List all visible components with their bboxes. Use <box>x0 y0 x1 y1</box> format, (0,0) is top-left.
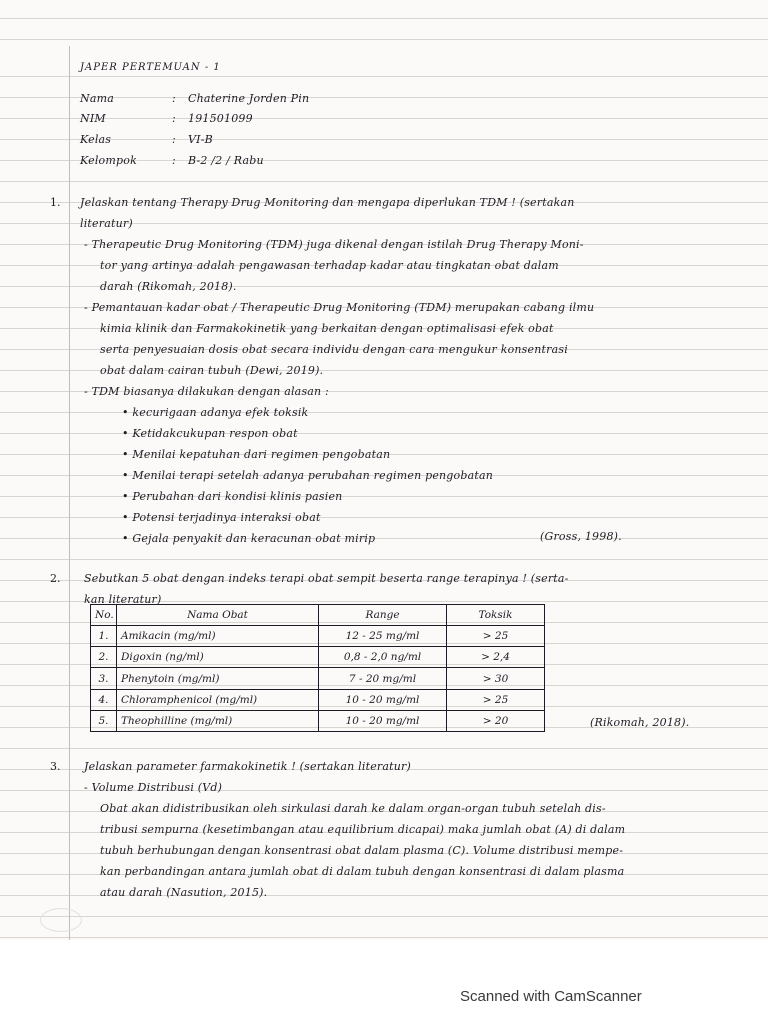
reason-item: • Perubahan dari kondisi klinis pasien <box>122 490 343 503</box>
table-cell: 10 - 20 mg/ml <box>319 689 447 710</box>
reason-item: • Menilai kepatuhan dari regimen pengobatan <box>122 448 391 461</box>
table-cell: 12 - 25 mg/ml <box>319 626 447 647</box>
question-number-2: 2. <box>50 572 61 585</box>
table-cell: Phenytoin (mg/ml) <box>117 668 319 689</box>
table-cell: > 30 <box>447 668 545 689</box>
table-row <box>91 647 545 668</box>
table-cell: > 2,4 <box>447 647 545 668</box>
table-cell: Chloramphenicol (mg/ml) <box>117 689 319 710</box>
table-row <box>91 626 545 647</box>
identity-value-nim: 191501099 <box>188 112 253 125</box>
question-number-3: 3. <box>50 760 61 773</box>
identity-colon: : <box>172 154 176 167</box>
question-1-line-2: literatur) <box>80 217 133 230</box>
identity-label-nama: Nama <box>80 92 114 105</box>
therapeutic-range-table <box>90 604 545 732</box>
answer-1a-line-1: - Therapeutic Drug Monitoring (TDM) juga dikenal dengan istilah Drug Therapy Moni- <box>84 238 584 251</box>
table-header: No. <box>91 605 117 626</box>
answer-3-line-2: tribusi sempurna (kesetimbangan atau equilibrium dicapai) maka jumlah obat (A) di dalam <box>100 823 626 836</box>
page-title: JAPER PERTEMUAN - 1 <box>80 62 221 73</box>
answer-1b-line-1: - Pemantauan kadar obat / Therapeutic Drug Monitoring (TDM) merupakan cabang ilmu <box>84 301 595 314</box>
answer-3-line-5: atau darah (Nasution, 2015). <box>100 886 268 899</box>
citation-2: (Rikomah, 2018). <box>590 716 690 729</box>
table-header: Range <box>319 605 447 626</box>
reason-item: • Gejala penyakit dan keracunan obat mirip <box>122 532 376 545</box>
identity-label-kelompok: Kelompok <box>80 154 137 167</box>
table-cell: 10 - 20 mg/ml <box>319 710 447 731</box>
table-cell: Amikacin (mg/ml) <box>117 626 319 647</box>
answer-3-line-4: kan perbandingan antara jumlah obat di dalam tubuh dengan konsentrasi di dalam plasma <box>100 865 625 878</box>
table-cell: 5. <box>91 710 117 731</box>
paper-brand-stamp <box>40 908 82 932</box>
identity-value-nama: Chaterine Jorden Pin <box>188 92 310 105</box>
answer-3-line-1: Obat akan didistribusikan oleh sirkulasi darah ke dalam organ-organ tubuh setelah dis- <box>100 802 606 815</box>
table-cell: 2. <box>91 647 117 668</box>
citation-1: (Gross, 1998). <box>540 530 622 543</box>
answer-1b-line-4: obat dalam cairan tubuh (Dewi, 2019). <box>100 364 324 377</box>
identity-colon: : <box>172 112 176 125</box>
answer-1a-line-2: tor yang artinya adalah pengawasan terhadap kadar atau tingkatan obat dalam <box>100 259 559 272</box>
question-3-line: Jelaskan parameter farmakokinetik ! (sertakan literatur) <box>84 760 411 773</box>
table-cell: > 25 <box>447 689 545 710</box>
answer-3-line-3: tubuh berhubungan dengan konsentrasi obat dalam plasma (C). Volume distribusi mempe- <box>100 844 624 857</box>
table-cell: > 25 <box>447 626 545 647</box>
question-2-line-2: kan literatur) <box>84 593 162 606</box>
table-cell: 1. <box>91 626 117 647</box>
answer-3-subheading: - Volume Distribusi (Vd) <box>84 781 223 794</box>
table-cell: 3. <box>91 668 117 689</box>
camscanner-watermark: Scanned with CamScanner <box>460 988 642 1005</box>
answer-1b-line-2: kimia klinik dan Farmakokinetik yang berkaitan dengan optimalisasi efek obat <box>100 322 554 335</box>
question-1-line-1: Jelaskan tentang Therapy Drug Monitoring dan mengapa diperlukan TDM ! (sertakan <box>80 196 575 209</box>
table-cell: 0,8 - 2,0 ng/ml <box>319 647 447 668</box>
answer-1a-line-3: darah (Rikomah, 2018). <box>100 280 237 293</box>
table-cell: Theophilline (mg/ml) <box>117 710 319 731</box>
table-cell: Digoxin (ng/ml) <box>117 647 319 668</box>
identity-label-nim: NIM <box>80 112 106 125</box>
table-row <box>91 668 545 689</box>
answer-1b-line-3: serta penyesuaian dosis obat secara individu dengan cara mengukur konsentrasi <box>100 343 568 356</box>
table-header: Nama Obat <box>117 605 319 626</box>
identity-colon: : <box>172 92 176 105</box>
reason-item: • Menilai terapi setelah adanya perubahan regimen pengobatan <box>122 469 494 482</box>
identity-label-kelas: Kelas <box>80 133 112 146</box>
table-cell: 4. <box>91 689 117 710</box>
identity-colon: : <box>172 133 176 146</box>
answer-1c-intro: - TDM biasanya dilakukan dengan alasan : <box>84 385 329 398</box>
table-cell: > 20 <box>447 710 545 731</box>
identity-value-kelompok: B-2 /2 / Rabu <box>188 154 264 167</box>
margin-line <box>69 46 70 940</box>
table-row <box>91 689 545 710</box>
table-cell: 7 - 20 mg/ml <box>319 668 447 689</box>
reason-item: • Potensi terjadinya interaksi obat <box>122 511 321 524</box>
reason-item: • Ketidakcukupan respon obat <box>122 427 298 440</box>
identity-value-kelas: VI-B <box>188 133 213 146</box>
question-2-line-1: Sebutkan 5 obat dengan indeks terapi obat sempit beserta range terapinya ! (serta- <box>84 572 569 585</box>
table-header-row <box>91 605 545 626</box>
table-row <box>91 710 545 731</box>
reason-item: • kecurigaan adanya efek toksik <box>122 406 309 419</box>
table-header: Toksik <box>447 605 545 626</box>
question-number-1: 1. <box>50 196 61 209</box>
